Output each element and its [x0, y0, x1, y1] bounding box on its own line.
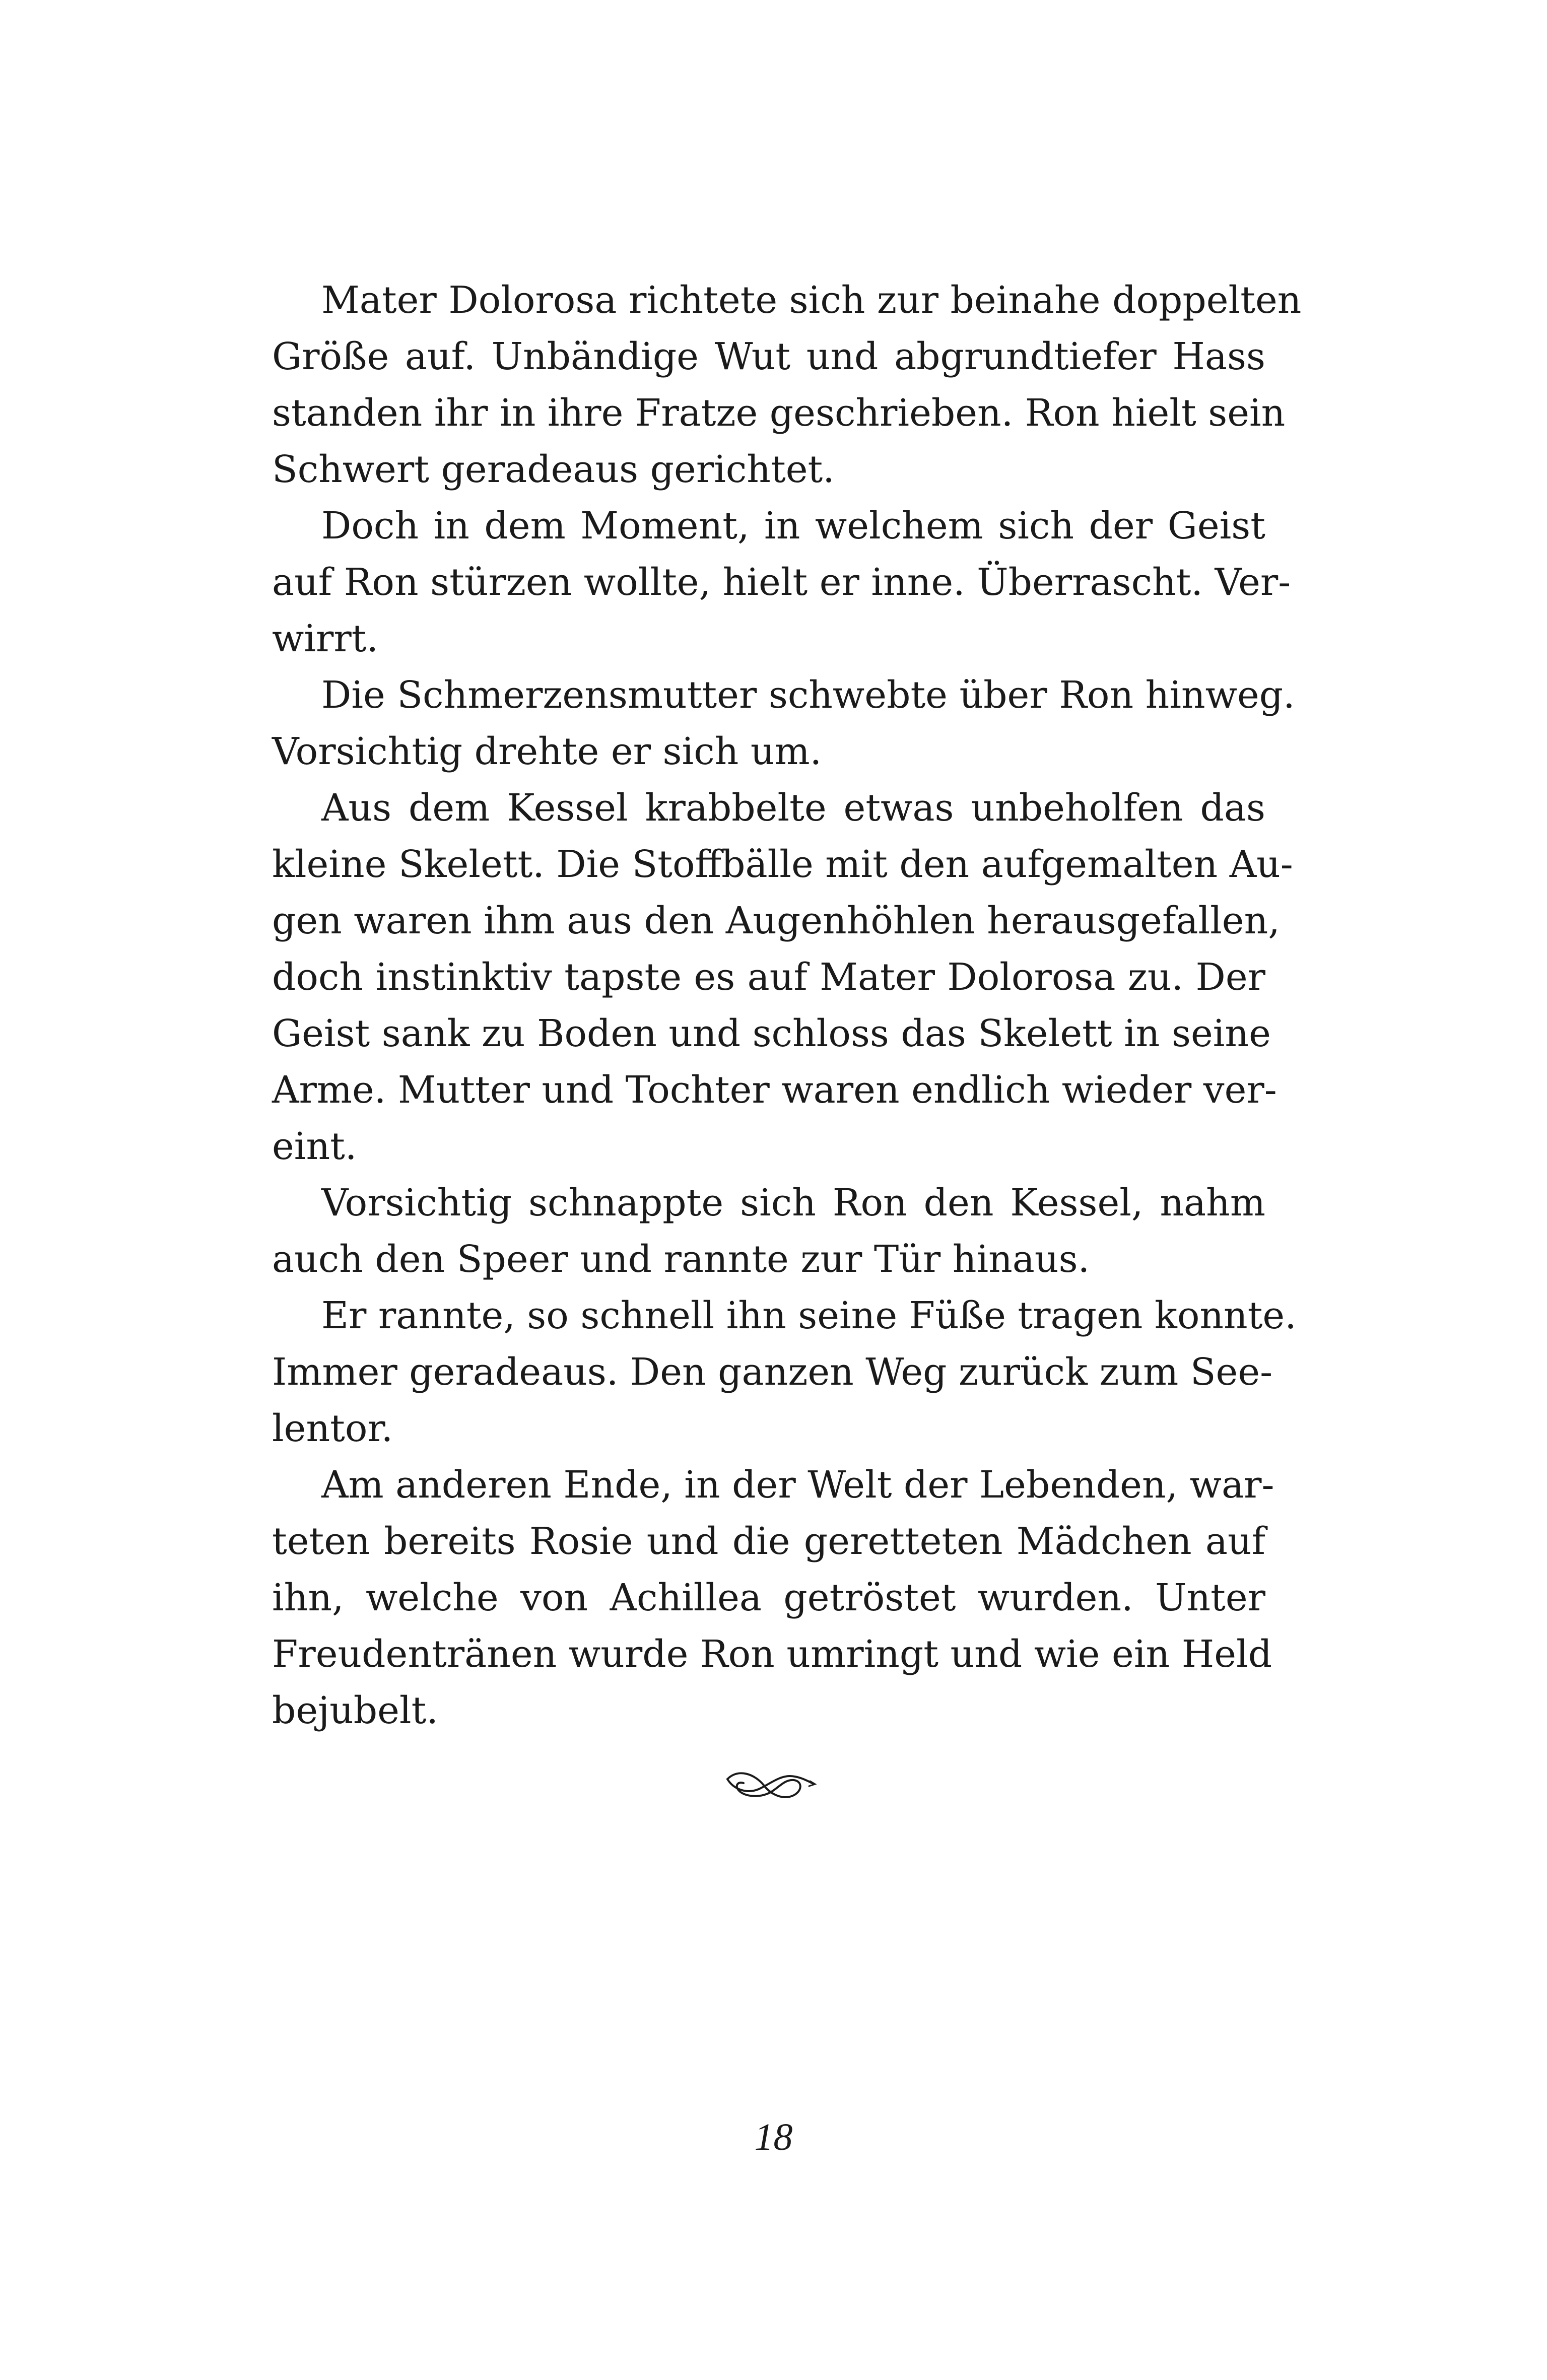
text-line: teten bereits Rosie und die geretteten Mädchen auf [272, 1520, 1265, 1563]
text-line: Er rannte, so schnell ihn seine Füße tragen konnte. [321, 1294, 1297, 1337]
text-line: doch instinktiv tapste es auf Mater Dolorosa zu. Der [272, 956, 1265, 999]
page-number: 18 [754, 2116, 793, 2158]
text-line: ihn, welche von Achillea getröstet wurden. Unter [272, 1576, 1265, 1619]
text-line: Freudentränen wurde Ron umringt und wie ein Held [272, 1633, 1272, 1676]
text-line: lentor. [272, 1407, 393, 1450]
body-text [272, 272, 1302, 1739]
text-line: Größe auf. Unbändige Wut und abgrundtiefer Hass [272, 335, 1265, 378]
text-line: Schwert geradeaus gerichtet. [272, 448, 835, 491]
text-line: gen waren ihm aus den Augenhöhlen herausgefallen, [272, 899, 1280, 942]
text-line: standen ihr in ihre Fratze geschrieben. Ron hielt sein [272, 391, 1286, 435]
text-line: kleine Skelett. Die Stoffbälle mit den aufgemalten Au- [272, 843, 1293, 886]
flourish-icon [723, 1759, 818, 1809]
text-line: auch den Speer und rannte zur Tür hinaus. [272, 1238, 1090, 1281]
text-line: Arme. Mutter und Tochter waren endlich wieder ver- [272, 1068, 1277, 1112]
text-line: Aus dem Kessel krabbelte etwas unbeholfen das [321, 786, 1265, 830]
text-line: eint. [272, 1125, 357, 1168]
text-line: Doch in dem Moment, in welchem sich der Geist [321, 504, 1265, 548]
text-line: Die Schmerzensmutter schwebte über Ron hinweg. [321, 673, 1295, 717]
text-line: bejubelt. [272, 1689, 438, 1732]
text-line: Geist sank zu Boden und schloss das Skelett in seine [272, 1012, 1271, 1055]
text-line: Vorsichtig schnappte sich Ron den Kessel, nahm [321, 1181, 1265, 1225]
text-line: Mater Dolorosa richtete sich zur beinahe doppelten [321, 279, 1302, 322]
text-line: auf Ron stürzen wollte, hielt er inne. Überrascht. Ver- [272, 561, 1291, 604]
text-line: Vorsichtig drehte er sich um. [272, 730, 822, 773]
text-line: Am anderen Ende, in der Welt der Lebenden, war- [321, 1463, 1274, 1507]
text-line: wirrt. [272, 617, 379, 660]
text-line: Immer geradeaus. Den ganzen Weg zurück zum See- [272, 1350, 1273, 1394]
